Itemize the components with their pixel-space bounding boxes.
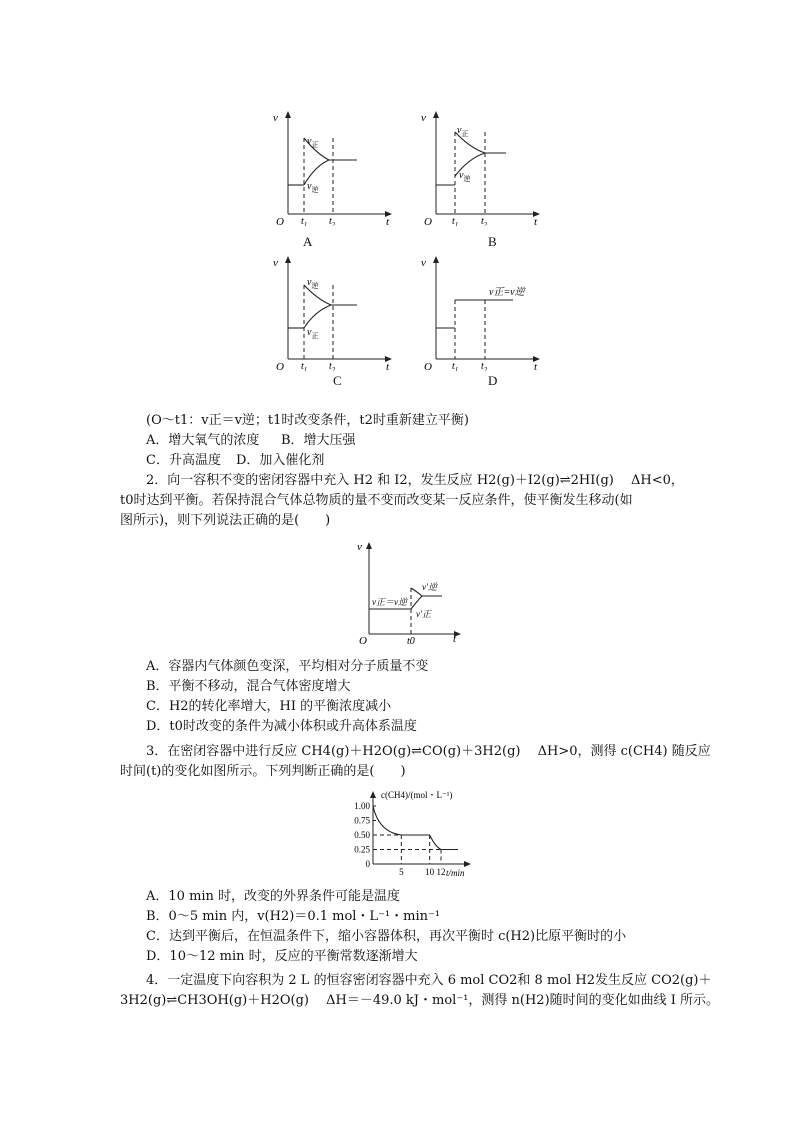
q2-graph-v-label: v (357, 541, 362, 553)
q2-stem-line2: t0时达到平衡。若保持混合气体总物质的量不变而改变某一反应条件，使平衡发生移动(如 (120, 493, 633, 508)
q2-graph-origin: O (359, 635, 367, 646)
graph-a-y-arrow (285, 111, 291, 118)
graph-b-t-label: t (534, 216, 538, 226)
graph-c-label-ni: $v_逆$ (307, 277, 319, 290)
q2-option-d: D．t0时改变的条件为减小体积或升高体系温度 (146, 719, 417, 734)
q2-option-b: B．平衡不移动，混合气体密度增大 (146, 679, 351, 694)
ch4-xtick-label: 10 (425, 867, 435, 877)
graph-b (413, 108, 543, 226)
q2-option-a: A．容器内气体颜色变深，平均相对分子质量不变 (146, 659, 429, 674)
graph-a-v-label: v (273, 112, 278, 124)
q2-graph-vni-label: v′逆 (422, 582, 437, 592)
graph-b-t1: $t_1$ (452, 216, 459, 226)
graph-b-t2: $t_2$ (481, 216, 488, 226)
ch4-y-label: c(CH4)/(mol・L⁻¹) (381, 790, 453, 800)
graph-c-lower-curve (304, 305, 331, 328)
q1-note: (O～t1：v正＝v逆；t1时改变条件，t2时重新建立平衡) (146, 413, 469, 428)
graph-c (265, 253, 395, 371)
graph-d (413, 253, 543, 371)
graph-c-t2: $t_2$ (329, 361, 336, 371)
graph-b-label-zheng: $v_正$ (457, 125, 469, 138)
graph-b-origin: O (424, 216, 432, 226)
q2-graph-y-arrow (366, 542, 372, 549)
graph-c-caption: C (333, 373, 342, 388)
q3-stem-line2: 时间(t)的变化如图所示。下列判断正确的是( ) (120, 764, 406, 779)
ch4-ytick-label: 0 (365, 859, 370, 869)
q2-graph-t-label: t (453, 633, 457, 645)
q1-option-b: B．增大压强 (281, 433, 356, 448)
graph-d-t1: $t_1$ (452, 361, 459, 371)
q2-graph-vni-curve (411, 596, 442, 609)
ch4-x-label: t/min (446, 868, 465, 878)
q1-option-d: D．加入催化剂 (236, 453, 325, 468)
q1-option-a: A．增大氧气的浓度 (146, 433, 260, 448)
graph-d-caption: D (488, 373, 498, 388)
ch4-series-line (373, 806, 458, 850)
graph-c-origin: O (276, 361, 284, 371)
q2-option-c: C．H2的转化率增大，HI 的平衡浓度减小 (146, 699, 392, 714)
graph-c-v-label: v (273, 257, 278, 269)
q4-stem-line2: 3H2(g)⇌CH3OH(g)＋H2O(g) ΔH＝－49.0 kJ・mol⁻¹，测得 n(H2)随时间的变化如曲线 Ⅰ 所示。 (120, 993, 720, 1008)
q3-option-a: A．10 min 时，改变的外界条件可能是温度 (146, 889, 401, 904)
q2-graph-vzheng-label: v′正 (416, 609, 431, 619)
graph-c-y-arrow (285, 256, 291, 263)
graph-b-v-label: v (421, 112, 426, 124)
graph-d-t2: $t_2$ (481, 361, 488, 371)
q2-graph-eq-label: v正＝v逆 (372, 597, 407, 607)
ch4-ytick-label: 0.75 (354, 815, 370, 826)
q2-graph-t0: t0 (407, 636, 415, 646)
q3-stem-line1: 3．在密闭容器中进行反应 CH4(g)＋H2O(g)⇌CO(g)＋3H2(g) ΔH>0，测得 c(CH4) 随反应 (146, 744, 711, 759)
ch4-x-arrow (464, 861, 471, 867)
graph-a (265, 108, 395, 226)
graph-c-t-label: t (386, 361, 390, 371)
graph-a-t2: $t_2$ (329, 216, 336, 226)
q2-graph-vzheng-curve (411, 588, 422, 596)
q3-option-d: D．10～12 min 时，反应的平衡常数逐渐增大 (146, 949, 418, 964)
graph-d-v-label: v (421, 257, 426, 269)
graph-b-y-arrow (433, 111, 439, 118)
q3-option-b: B．0～5 min 内，v(H2)＝0.1 mol・L⁻¹・min⁻¹ (146, 909, 441, 924)
ch4-y-arrow (370, 791, 376, 798)
q3-option-c: C．达到平衡后，在恒温条件下，缩小容器体积，再次平衡时 c(H2)比原平衡时的小 (146, 929, 627, 944)
q2-stem-line3: 图所示)，则下列说法正确的是( ) (120, 513, 331, 528)
graph-b-label-ni: $v_逆$ (459, 170, 471, 183)
ch4-ytick-label: 0.25 (354, 844, 370, 855)
graph-d-origin: O (424, 361, 432, 371)
graph-a-t1: $t_1$ (301, 216, 308, 226)
ch4-concentration-chart (340, 786, 480, 878)
q4-stem-line1: 4．一定温度下向容积为 2 L 的恒容密闭容器中充入 6 mol CO2和 8 mol H2发生反应 CO2(g)＋ (146, 973, 712, 988)
ch4-xtick-label: 5 (399, 867, 404, 877)
q2-graph (356, 538, 466, 646)
ch4-ytick-label: 0.50 (354, 830, 370, 840)
graph-a-origin: O (276, 216, 284, 226)
graph-d-t-label: t (534, 361, 538, 371)
graph-c-t1: $t_1$ (301, 361, 308, 371)
graph-a-t-label: t (386, 216, 390, 226)
graph-d-eq-label: v正=v逆 (489, 287, 525, 298)
graph-a-label-zheng: $v_正$ (307, 136, 319, 149)
q1-option-c: C．升高温度 (146, 453, 221, 468)
graph-a-caption: A (303, 234, 313, 249)
graph-d-y-arrow (433, 256, 439, 263)
graph-a-label-ni: $v_逆$ (307, 181, 319, 194)
ch4-xtick-label: 12 (436, 867, 446, 877)
ch4-ytick-label: 1.00 (354, 801, 370, 811)
graph-c-label-zheng: $v_正$ (307, 327, 319, 340)
graph-b-caption: B (488, 234, 497, 249)
q2-stem-line1: 2．向一容积不变的密闭容器中充入 H2 和 I2，发生反应 H2(g)＋I2(g)⇌2HI(g) ΔH<0， (146, 473, 684, 488)
